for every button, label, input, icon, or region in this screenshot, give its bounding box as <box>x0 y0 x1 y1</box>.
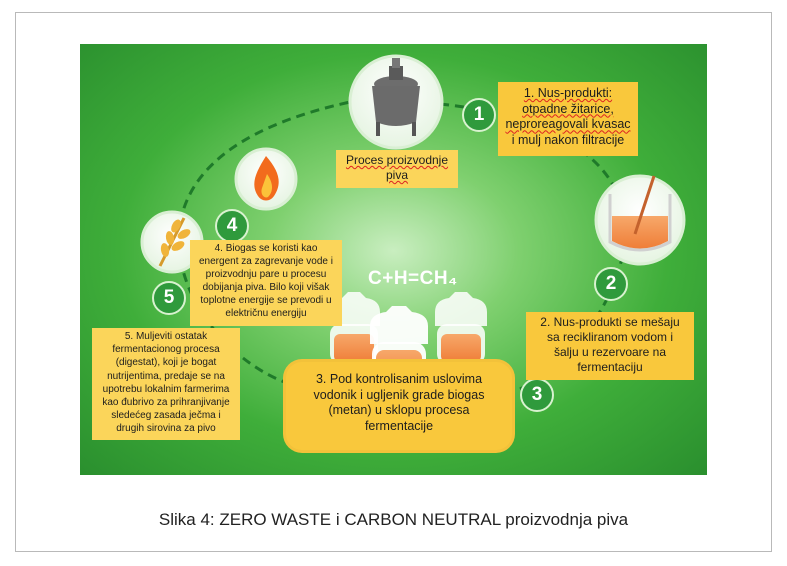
step-4-line-3: proizvodnju pare u procesu <box>205 269 327 280</box>
step-2-line-1: 2. Nus-produkti se mešaju <box>540 315 680 329</box>
step-5-line-2: fermentacionog procesa <box>112 344 220 356</box>
step-5-line-1: 5. Muljeviti ostatak <box>124 331 208 342</box>
step-3-line-4: fermentacije <box>364 418 434 433</box>
step-1-line-2: otpadne žitarice, <box>522 101 614 116</box>
step-5-line-7: sledećeg zasada ječma i <box>111 410 221 422</box>
flame-icon <box>236 149 296 209</box>
step-5-line-3: (digestat), koji je bogat <box>115 357 217 369</box>
diagram-panel <box>80 44 707 475</box>
step-5-line-5: upotrebu lokalnim farmerima <box>102 383 230 395</box>
step-4-line-2: energent za zagrevanje vode i <box>199 256 333 267</box>
step-1-box <box>498 82 638 156</box>
figure-caption: Slika 4: ZERO WASTE i CARBON NEUTRAL proizvodnja piva <box>158 510 629 529</box>
step-4-line-5: toplotne energije se prevodi u <box>200 295 332 306</box>
step-5-box <box>92 328 240 440</box>
step-1-line-1: 1. Nus-produkti: <box>523 86 613 100</box>
fermentation-beaker-icon <box>596 176 684 264</box>
step-3-line-3: (metan) u sklopu procesa <box>328 403 470 418</box>
step-5-line-8: drugih sirovina za pivo <box>116 423 216 435</box>
step-4-box <box>190 240 342 326</box>
step-5-line-6: kao đubrivo za prihranjivanje <box>102 396 230 408</box>
step-2-box <box>526 312 694 380</box>
step-number-3: 3 <box>520 378 554 412</box>
step-2-line-4: fermentaciju <box>577 360 643 374</box>
step-4-line-6: električnu energiju <box>225 308 307 319</box>
step-2-line-3: šalju u rezervoare na <box>553 345 667 359</box>
step-1-line-3: neproreagovali kvasac <box>505 117 631 132</box>
brewing-kettle-icon <box>350 56 442 148</box>
center-label-box <box>336 150 458 188</box>
methane-formula: C+H=CH₄ <box>368 268 458 289</box>
step-4-line-1: 4. Biogas se koristi kao <box>214 243 318 254</box>
step-number-1: 1 <box>462 98 496 132</box>
step-2-line-2: sa recikliranom vodom i <box>546 330 674 344</box>
step-5-line-4: nutrijentima, predaje se na <box>107 370 225 382</box>
step-number-5: 5 <box>152 281 186 315</box>
center-label-line-1: Proces proizvodnje <box>345 153 449 167</box>
step-3-line-2: vodonik i ugljenik grade biogas <box>313 387 485 402</box>
step-4-line-4: dobijanja piva. Bilo koji višak <box>202 282 330 293</box>
step-3-line-1: 3. Pod kontrolisanim uslovima <box>315 372 483 386</box>
center-label-line-2: piva <box>385 168 408 182</box>
step-1-line-4: i mulj nakon filtracije <box>511 132 625 147</box>
step-3-box <box>286 362 512 450</box>
step-number-2: 2 <box>594 267 628 301</box>
step-number-4: 4 <box>215 209 249 243</box>
